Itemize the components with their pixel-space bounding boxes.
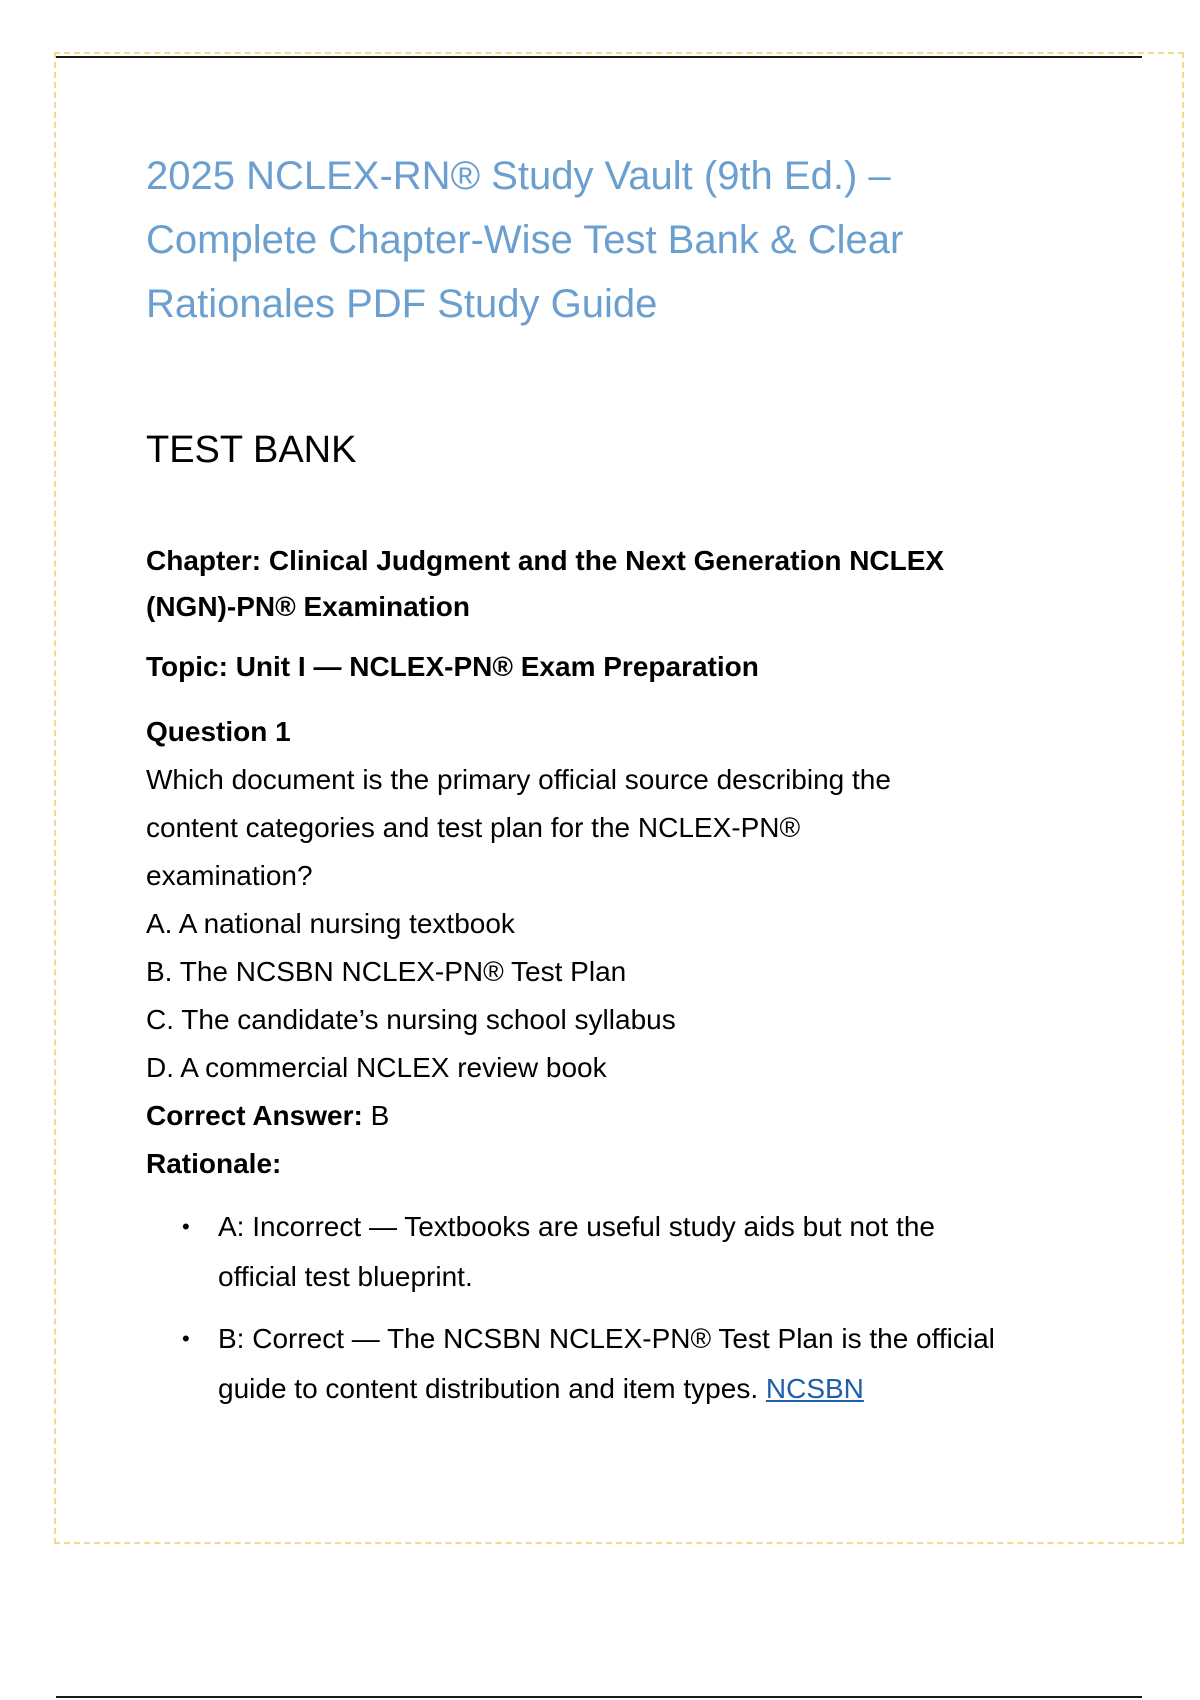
chapter-line-1: Chapter: Clinical Judgment and the Next Generation NCLEX <box>146 545 945 576</box>
rationale-item-b <box>182 1314 1106 1414</box>
rationale-label: Rationale: <box>146 1148 282 1179</box>
top-rule <box>56 56 1142 58</box>
option-b: B. The NCSBN NCLEX-PN® Test Plan <box>146 956 627 987</box>
option-a: A. A national nursing textbook <box>146 908 515 939</box>
correct-answer-label: Correct Answer: <box>146 1100 363 1131</box>
option-c: C. The candidate’s nursing school syllabus <box>146 1004 676 1035</box>
document-content <box>146 144 1106 1426</box>
rationale-list <box>146 1202 1106 1414</box>
option-d: D. A commercial NCLEX review book <box>146 1052 607 1083</box>
bullet-icon: • <box>182 1326 190 1351</box>
question-stem-line-3: examination? <box>146 860 313 891</box>
correct-answer-value: B <box>362 1100 390 1131</box>
title-line-2: Complete Chapter-Wise Test Bank & Clear <box>146 218 904 262</box>
rationale-item-a <box>182 1202 1106 1302</box>
question-label: Question 1 <box>146 716 291 747</box>
topic-heading: Topic: Unit I — NCLEX-PN® Exam Preparation <box>146 651 759 682</box>
ncsbn-link[interactable]: NCSBN <box>765 1373 864 1404</box>
rationale-a-line-1: A: Incorrect — Textbooks are useful study aids but not the <box>218 1211 935 1242</box>
rationale-b-line-2-text: guide to content distribution and item types. <box>218 1373 766 1404</box>
bottom-rule <box>56 1696 1142 1698</box>
rationale-b-line-1: B: Correct — The NCSBN NCLEX-PN® Test Plan is the official <box>218 1323 995 1354</box>
chapter-line-2: (NGN)-PN® Examination <box>146 591 470 622</box>
chapter-heading <box>146 538 1106 630</box>
rationale-b-line-2 <box>218 1364 1106 1414</box>
question-block <box>146 708 1106 1414</box>
document-title <box>146 144 1106 336</box>
rationale-a-line-2: official test blueprint. <box>218 1261 473 1292</box>
title-line-1: 2025 NCLEX-RN® Study Vault (9th Ed.) – <box>146 154 891 198</box>
section-label: TEST BANK <box>146 429 357 471</box>
question-stem-line-1: Which document is the primary official source describing the <box>146 764 891 795</box>
title-line-3: Rationales PDF Study Guide <box>146 282 658 326</box>
correct-answer <box>146 1092 1106 1140</box>
question-stem-line-2: content categories and test plan for the NCLEX-PN® <box>146 812 801 843</box>
bullet-icon: • <box>182 1214 190 1239</box>
